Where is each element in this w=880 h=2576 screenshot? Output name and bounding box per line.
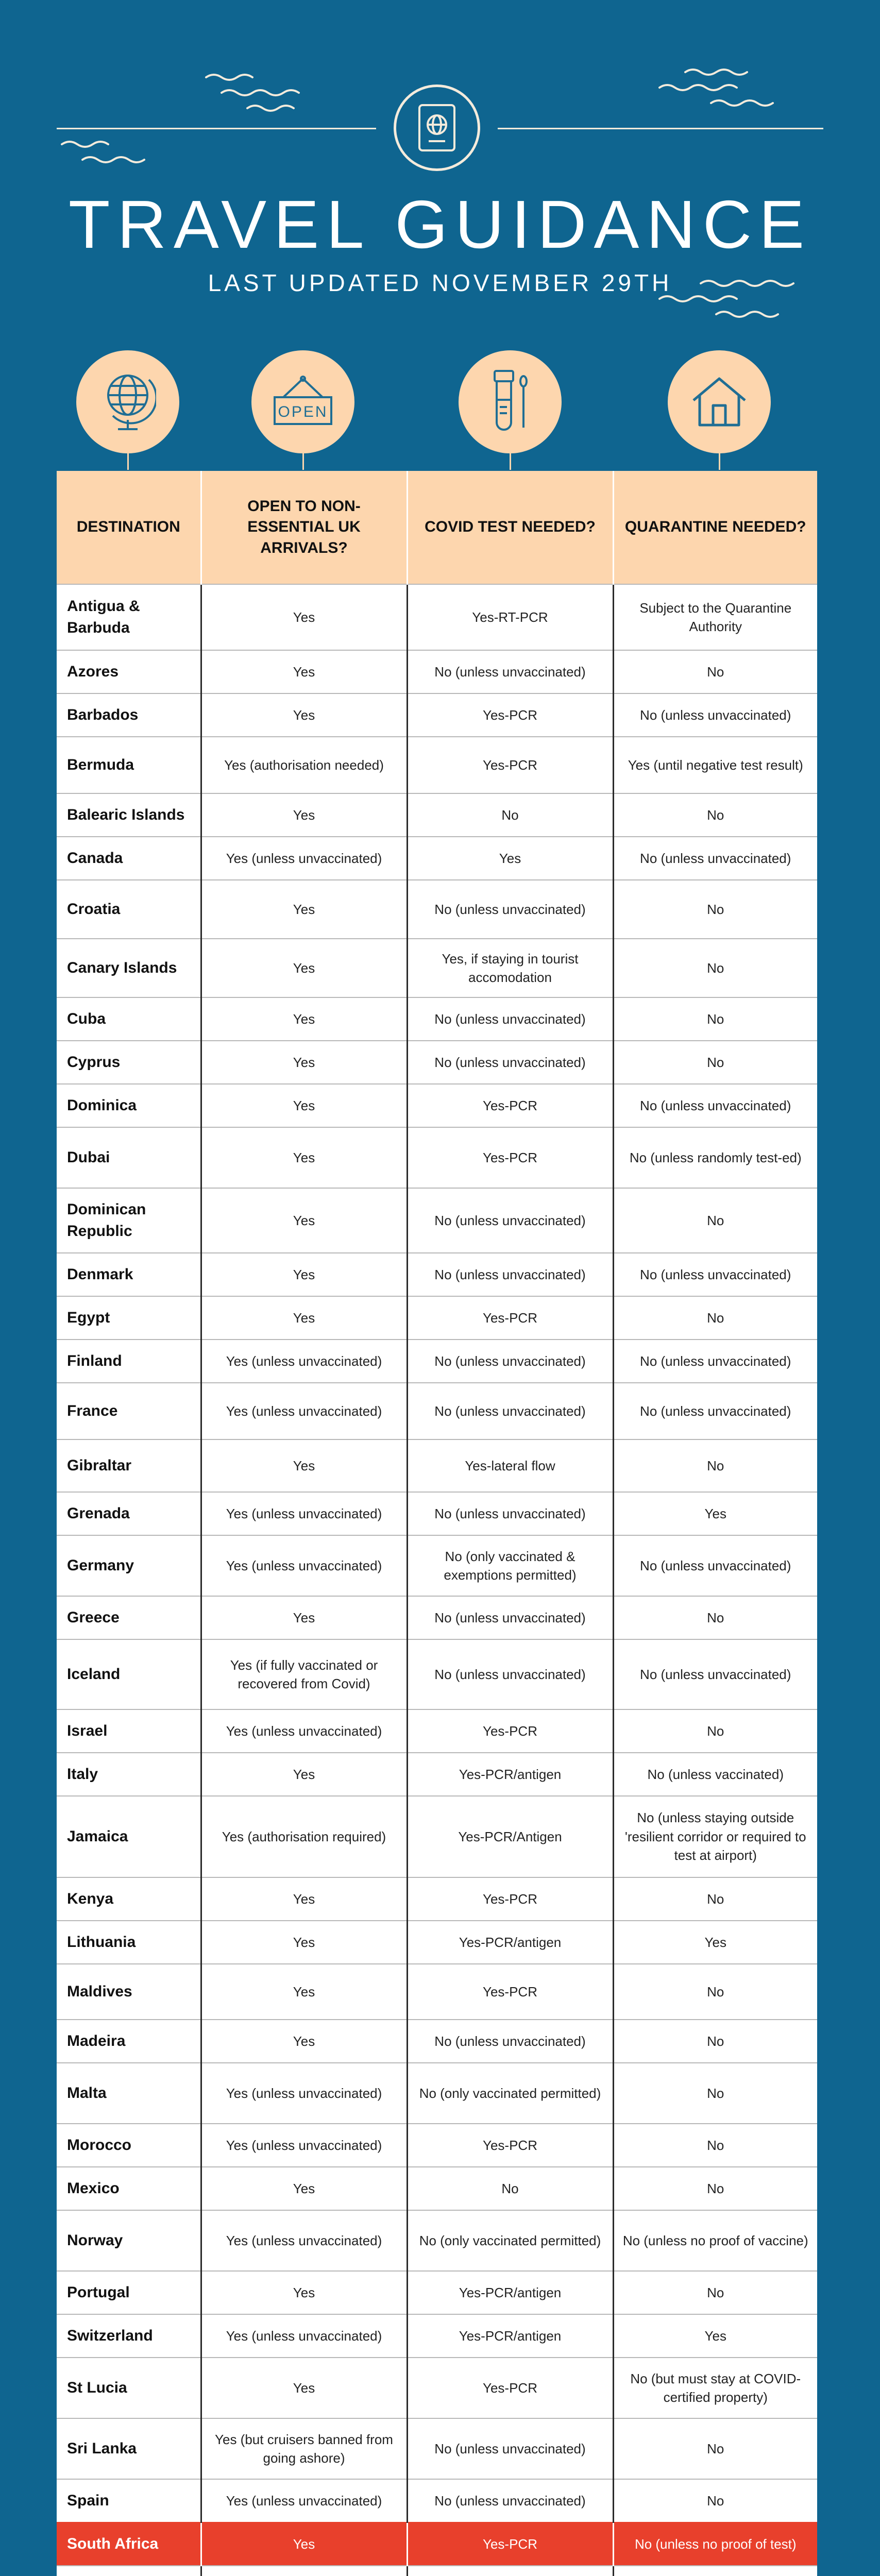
destination-cell: Egypt: [57, 1296, 201, 1340]
open-cell: Yes (unless unvaccinated): [201, 2314, 407, 2358]
open-cell: Yes (unless unvaccinated): [201, 837, 407, 880]
table-row: [57, 1492, 817, 1535]
open-cell: Yes: [201, 1964, 407, 2020]
open-cell: Yes: [201, 1439, 407, 1492]
icon-stem: [510, 452, 511, 470]
table-row: [57, 693, 817, 737]
destination-cell: Cyprus: [57, 1041, 201, 1084]
table-row: [57, 2358, 817, 2418]
destination-cell: Dominican Republic: [57, 1188, 201, 1253]
destination-cell: Croatia: [57, 880, 201, 939]
open-cell: Yes: [201, 1596, 407, 1639]
covid-test-cell: Yes-PCR: [407, 2358, 613, 2418]
icon-stem: [302, 452, 304, 470]
destination-cell: Maldives: [57, 1964, 201, 2020]
covid-test-cell: Yes-PCR: [407, 1964, 613, 2020]
destination-cell: Canary Islands: [57, 939, 201, 997]
covid-test-cell: Yes: [407, 837, 613, 880]
quarantine-cell: No: [613, 2271, 817, 2314]
open-cell: Yes: [201, 2522, 407, 2566]
quarantine-cell: No (unless no proof of vaccine): [613, 2210, 817, 2271]
table-row: [57, 2566, 817, 2576]
open-cell: Yes: [201, 1296, 407, 1340]
covid-test-cell: Yes-lateral flow: [407, 1439, 613, 1492]
table-row: [57, 1188, 817, 1253]
divider-right: [498, 128, 823, 129]
table-row: [57, 1921, 817, 1964]
covid-test-cell: No (unless unvaccinated): [407, 1492, 613, 1535]
destination-cell: France: [57, 1383, 201, 1439]
quarantine-cell: No (unless unvaccinated): [613, 1535, 817, 1596]
destination-cell: Portugal: [57, 2271, 201, 2314]
open-cell: Yes (unless unvaccinated): [201, 1709, 407, 1753]
covid-test-cell: Yes-PCR: [407, 737, 613, 793]
quarantine-cell: Yes: [613, 1492, 817, 1535]
table-row: [57, 793, 817, 837]
destination-cell: Bermuda: [57, 737, 201, 793]
covid-test-cell: Yes-PCR: [407, 2522, 613, 2566]
destination-cell: Cuba: [57, 997, 201, 1041]
open-cell: Yes (unless unvaccinated): [201, 1535, 407, 1596]
table-row: [57, 2063, 817, 2124]
open-cell: Yes: [201, 1127, 407, 1188]
quarantine-cell: No (unless unvaccinated): [613, 1084, 817, 1127]
covid-test-cell: No (unless unvaccinated): [407, 650, 613, 693]
open-cell: Yes (authorisation needed): [201, 737, 407, 793]
quarantine-cell: Subject to the Quarantine Authority: [613, 584, 817, 650]
table-body: [57, 584, 817, 2576]
quarantine-cell: No: [613, 880, 817, 939]
table-row: [57, 2020, 817, 2063]
wave-decoration-far-left: [57, 139, 170, 180]
covid-test-cell: Yes-PCR: [407, 1877, 613, 1921]
passport-badge: [394, 84, 480, 171]
quarantine-cell: No: [613, 1596, 817, 1639]
table-row: [57, 939, 817, 997]
open-cell: [201, 2566, 407, 2576]
covid-test-cell: No (unless unvaccinated): [407, 1383, 613, 1439]
open-cell: Yes: [201, 1877, 407, 1921]
covid-test-cell: Yes-PCR/antigen: [407, 2314, 613, 2358]
open-cell: Yes (authorisation required): [201, 1796, 407, 1877]
page-title: TRAVEL GUIDANCE: [68, 187, 812, 262]
table-row: [57, 1340, 817, 1383]
destination-cell: Israel: [57, 1709, 201, 1753]
covid-test-cell: No (unless unvaccinated): [407, 880, 613, 939]
covid-test-cell: Yes-PCR: [407, 693, 613, 737]
covid-test-cell: No (unless unvaccinated): [407, 2479, 613, 2522]
quarantine-cell: No (unless vaccinated): [613, 1753, 817, 1796]
header-destination: DESTINATION: [57, 471, 201, 584]
open-cell: Yes (unless unvaccinated): [201, 2210, 407, 2271]
quarantine-cell: No (unless unvaccinated): [613, 693, 817, 737]
table-header-row: [57, 471, 817, 584]
covid-test-cell: No: [407, 2167, 613, 2210]
icon-stem: [127, 452, 129, 470]
icon-stem: [719, 452, 720, 470]
table-row: [57, 2124, 817, 2167]
quarantine-cell: No: [613, 997, 817, 1041]
covid-test-cell: Yes-PCR: [407, 1127, 613, 1188]
quarantine-cell: No: [613, 1877, 817, 1921]
table-row: [57, 1041, 817, 1084]
open-cell: Yes: [201, 793, 407, 837]
wave-decoration-right: [654, 67, 809, 113]
quarantine-cell: [613, 2566, 817, 2576]
covid-test-cell: No (unless unvaccinated): [407, 2418, 613, 2479]
quarantine-cell: No: [613, 1439, 817, 1492]
quarantine-cell: Yes: [613, 1921, 817, 1964]
open-cell: Yes: [201, 2020, 407, 2063]
covid-test-cell: Yes-PCR: [407, 1296, 613, 1340]
table-row: [57, 584, 817, 650]
covid-test-cell: [407, 2566, 613, 2576]
open-cell: Yes: [201, 650, 407, 693]
destination-cell: Switzerland: [57, 2314, 201, 2358]
table-row: [57, 2210, 817, 2271]
destination-cell: St Lucia: [57, 2358, 201, 2418]
quarantine-cell: No (unless unvaccinated): [613, 1383, 817, 1439]
covid-test-cell: Yes-RT-PCR: [407, 584, 613, 650]
quarantine-cell: No: [613, 2063, 817, 2124]
table-row: [57, 1964, 817, 2020]
open-cell: Yes: [201, 880, 407, 939]
open-cell: Yes (if fully vaccinated or recovered from Covid): [201, 1639, 407, 1709]
quarantine-cell: No: [613, 1041, 817, 1084]
table-row: [57, 1535, 817, 1596]
quarantine-cell: No: [613, 939, 817, 997]
covid-test-cell: No (unless unvaccinated): [407, 2020, 613, 2063]
quarantine-cell: No (unless unvaccinated): [613, 1639, 817, 1709]
quarantine-cell: No (unless unvaccinated): [613, 1340, 817, 1383]
open-cell: Yes: [201, 584, 407, 650]
open-cell: Yes: [201, 1041, 407, 1084]
table-row: [57, 1639, 817, 1709]
wave-decoration-left: [201, 72, 325, 118]
table-row: [57, 1796, 817, 1877]
covid-test-cell: No (unless unvaccinated): [407, 1639, 613, 1709]
table-row: [57, 837, 817, 880]
open-cell: Yes: [201, 1921, 407, 1964]
table-row: [57, 650, 817, 693]
travel-guidance-table: [57, 471, 817, 2576]
header-covid-test: COVID TEST NEEDED?: [407, 471, 613, 584]
destination-cell: Malta: [57, 2063, 201, 2124]
destination-cell: Finland: [57, 1340, 201, 1383]
open-cell: Yes: [201, 997, 407, 1041]
covid-test-cell: No: [407, 793, 613, 837]
open-cell: Yes: [201, 2167, 407, 2210]
destination-cell: Jamaica: [57, 1796, 201, 1877]
covid-test-cell: Yes-PCR: [407, 2124, 613, 2167]
destination-cell: Mexico: [57, 2167, 201, 2210]
covid-test-cell: Yes-PCR: [407, 1709, 613, 1753]
table-row: [57, 2479, 817, 2522]
covid-test-cell: No (only vaccinated & exemptions permitted): [407, 1535, 613, 1596]
open-cell: Yes: [201, 1253, 407, 1296]
destination-cell: Grenada: [57, 1492, 201, 1535]
table-row: [57, 1383, 817, 1439]
destination-cell: Dubai: [57, 1127, 201, 1188]
test-icon-badge: [459, 350, 562, 453]
covid-test-cell: No (unless unvaccinated): [407, 1596, 613, 1639]
quarantine-cell: No (unless no proof of test): [613, 2522, 817, 2566]
destination-cell: Germany: [57, 1535, 201, 1596]
quarantine-cell: No (unless randomly test-ed): [613, 1127, 817, 1188]
quarantine-cell: No: [613, 2479, 817, 2522]
destination-cell: Antigua & Barbuda: [57, 584, 201, 650]
destination-cell: Dominica: [57, 1084, 201, 1127]
open-cell: Yes (unless unvaccinated): [201, 1383, 407, 1439]
quarantine-cell: No: [613, 793, 817, 837]
covid-test-cell: No (unless unvaccinated): [407, 1041, 613, 1084]
destination-cell: Azores: [57, 650, 201, 693]
divider-left: [57, 128, 376, 129]
covid-test-cell: No (only vaccinated permitted): [407, 2063, 613, 2124]
destination-cell: Balearic Islands: [57, 793, 201, 837]
destination-cell: South Africa: [57, 2522, 201, 2566]
table-row: [57, 1753, 817, 1796]
covid-test-cell: No (only vaccinated permitted): [407, 2210, 613, 2271]
quarantine-cell: No (unless unvaccinated): [613, 837, 817, 880]
destination-cell: Denmark: [57, 1253, 201, 1296]
covid-test-cell: Yes-PCR/antigen: [407, 1921, 613, 1964]
covid-test-cell: No (unless unvaccinated): [407, 997, 613, 1041]
open-cell: Yes (unless unvaccinated): [201, 1492, 407, 1535]
test-tube-icon: [484, 366, 536, 438]
destination-icon-badge: [76, 350, 179, 453]
destination-cell: Norway: [57, 2210, 201, 2271]
page-subtitle: LAST UPDATED NOVEMBER 29TH: [208, 269, 672, 296]
destination-cell: Iceland: [57, 1639, 201, 1709]
passport-icon: [416, 102, 458, 154]
quarantine-cell: No: [613, 2020, 817, 2063]
house-icon: [688, 374, 750, 430]
destination-cell: Italy: [57, 1753, 201, 1796]
header: [0, 0, 880, 474]
quarantine-cell: No: [613, 1964, 817, 2020]
table-row: [57, 1439, 817, 1492]
table-row: [57, 1709, 817, 1753]
open-cell: Yes: [201, 1753, 407, 1796]
quarantine-cell: No: [613, 1188, 817, 1253]
table-row: [57, 1084, 817, 1127]
destination-cell: Canada: [57, 837, 201, 880]
svg-text:OPEN: OPEN: [278, 403, 328, 420]
destination-cell: Morocco: [57, 2124, 201, 2167]
destination-cell: Sri Lanka: [57, 2418, 201, 2479]
quarantine-icon-badge: [668, 350, 771, 453]
destination-cell: Greece: [57, 1596, 201, 1639]
table-row: [57, 2271, 817, 2314]
open-cell: Yes: [201, 693, 407, 737]
quarantine-cell: No (unless unvaccinated): [613, 1253, 817, 1296]
table-row: [57, 1296, 817, 1340]
table-row: [57, 737, 817, 793]
quarantine-cell: No: [613, 2167, 817, 2210]
quarantine-cell: No: [613, 1709, 817, 1753]
table-row: [57, 1127, 817, 1188]
table-row: [57, 1877, 817, 1921]
covid-test-cell: Yes-PCR/antigen: [407, 2271, 613, 2314]
open-cell: Yes (unless unvaccinated): [201, 2063, 407, 2124]
quarantine-cell: No (unless staying outside 'resilient corridor or required to test at airport): [613, 1796, 817, 1877]
open-cell: Yes (unless unvaccinated): [201, 1340, 407, 1383]
destination-cell: Madeira: [57, 2020, 201, 2063]
destination-cell: Spain: [57, 2479, 201, 2522]
covid-test-cell: Yes-PCR/Antigen: [407, 1796, 613, 1877]
open-cell: Yes (unless unvaccinated): [201, 2479, 407, 2522]
covid-test-cell: Yes-PCR: [407, 1084, 613, 1127]
open-cell: Yes (but cruisers banned from going ashore): [201, 2418, 407, 2479]
quarantine-cell: No: [613, 650, 817, 693]
table-row: [57, 1253, 817, 1296]
quarantine-cell: Yes: [613, 2314, 817, 2358]
open-cell: Yes: [201, 1188, 407, 1253]
table-row: [57, 2167, 817, 2210]
covid-test-cell: Yes-PCR/antigen: [407, 1753, 613, 1796]
open-cell: Yes: [201, 2358, 407, 2418]
quarantine-cell: No: [613, 1296, 817, 1340]
quarantine-cell: No: [613, 2418, 817, 2479]
covid-test-cell: No (unless unvaccinated): [407, 1340, 613, 1383]
table-row: [57, 2522, 817, 2566]
covid-test-cell: Yes, if staying in tourist accomodation: [407, 939, 613, 997]
quarantine-cell: No: [613, 2124, 817, 2167]
open-icon-badge: [251, 350, 354, 453]
open-cell: Yes: [201, 939, 407, 997]
header-quarantine: QUARANTINE NEEDED?: [613, 471, 817, 584]
covid-test-cell: No (unless unvaccinated): [407, 1188, 613, 1253]
open-cell: Yes: [201, 2271, 407, 2314]
table-row: [57, 2314, 817, 2358]
covid-test-cell: No (unless unvaccinated): [407, 1253, 613, 1296]
destination-cell: Kenya: [57, 1877, 201, 1921]
open-sign-icon: [269, 374, 336, 430]
table-row: [57, 880, 817, 939]
open-cell: Yes (unless unvaccinated): [201, 2124, 407, 2167]
destination-cell: Lithuania: [57, 1921, 201, 1964]
open-cell: Yes: [201, 1084, 407, 1127]
destination-cell: Gibraltar: [57, 1439, 201, 1492]
table-row: [57, 997, 817, 1041]
table-row: [57, 1596, 817, 1639]
destination-cell: Barbados: [57, 693, 201, 737]
destination-cell: [57, 2566, 201, 2576]
quarantine-cell: Yes (until negative test result): [613, 737, 817, 793]
globe-icon: [99, 368, 156, 435]
header-open: OPEN TO NON-ESSENTIAL UK ARRIVALS?: [201, 471, 407, 584]
table-row: [57, 2418, 817, 2479]
quarantine-cell: No (but must stay at COVID-certified property): [613, 2358, 817, 2418]
